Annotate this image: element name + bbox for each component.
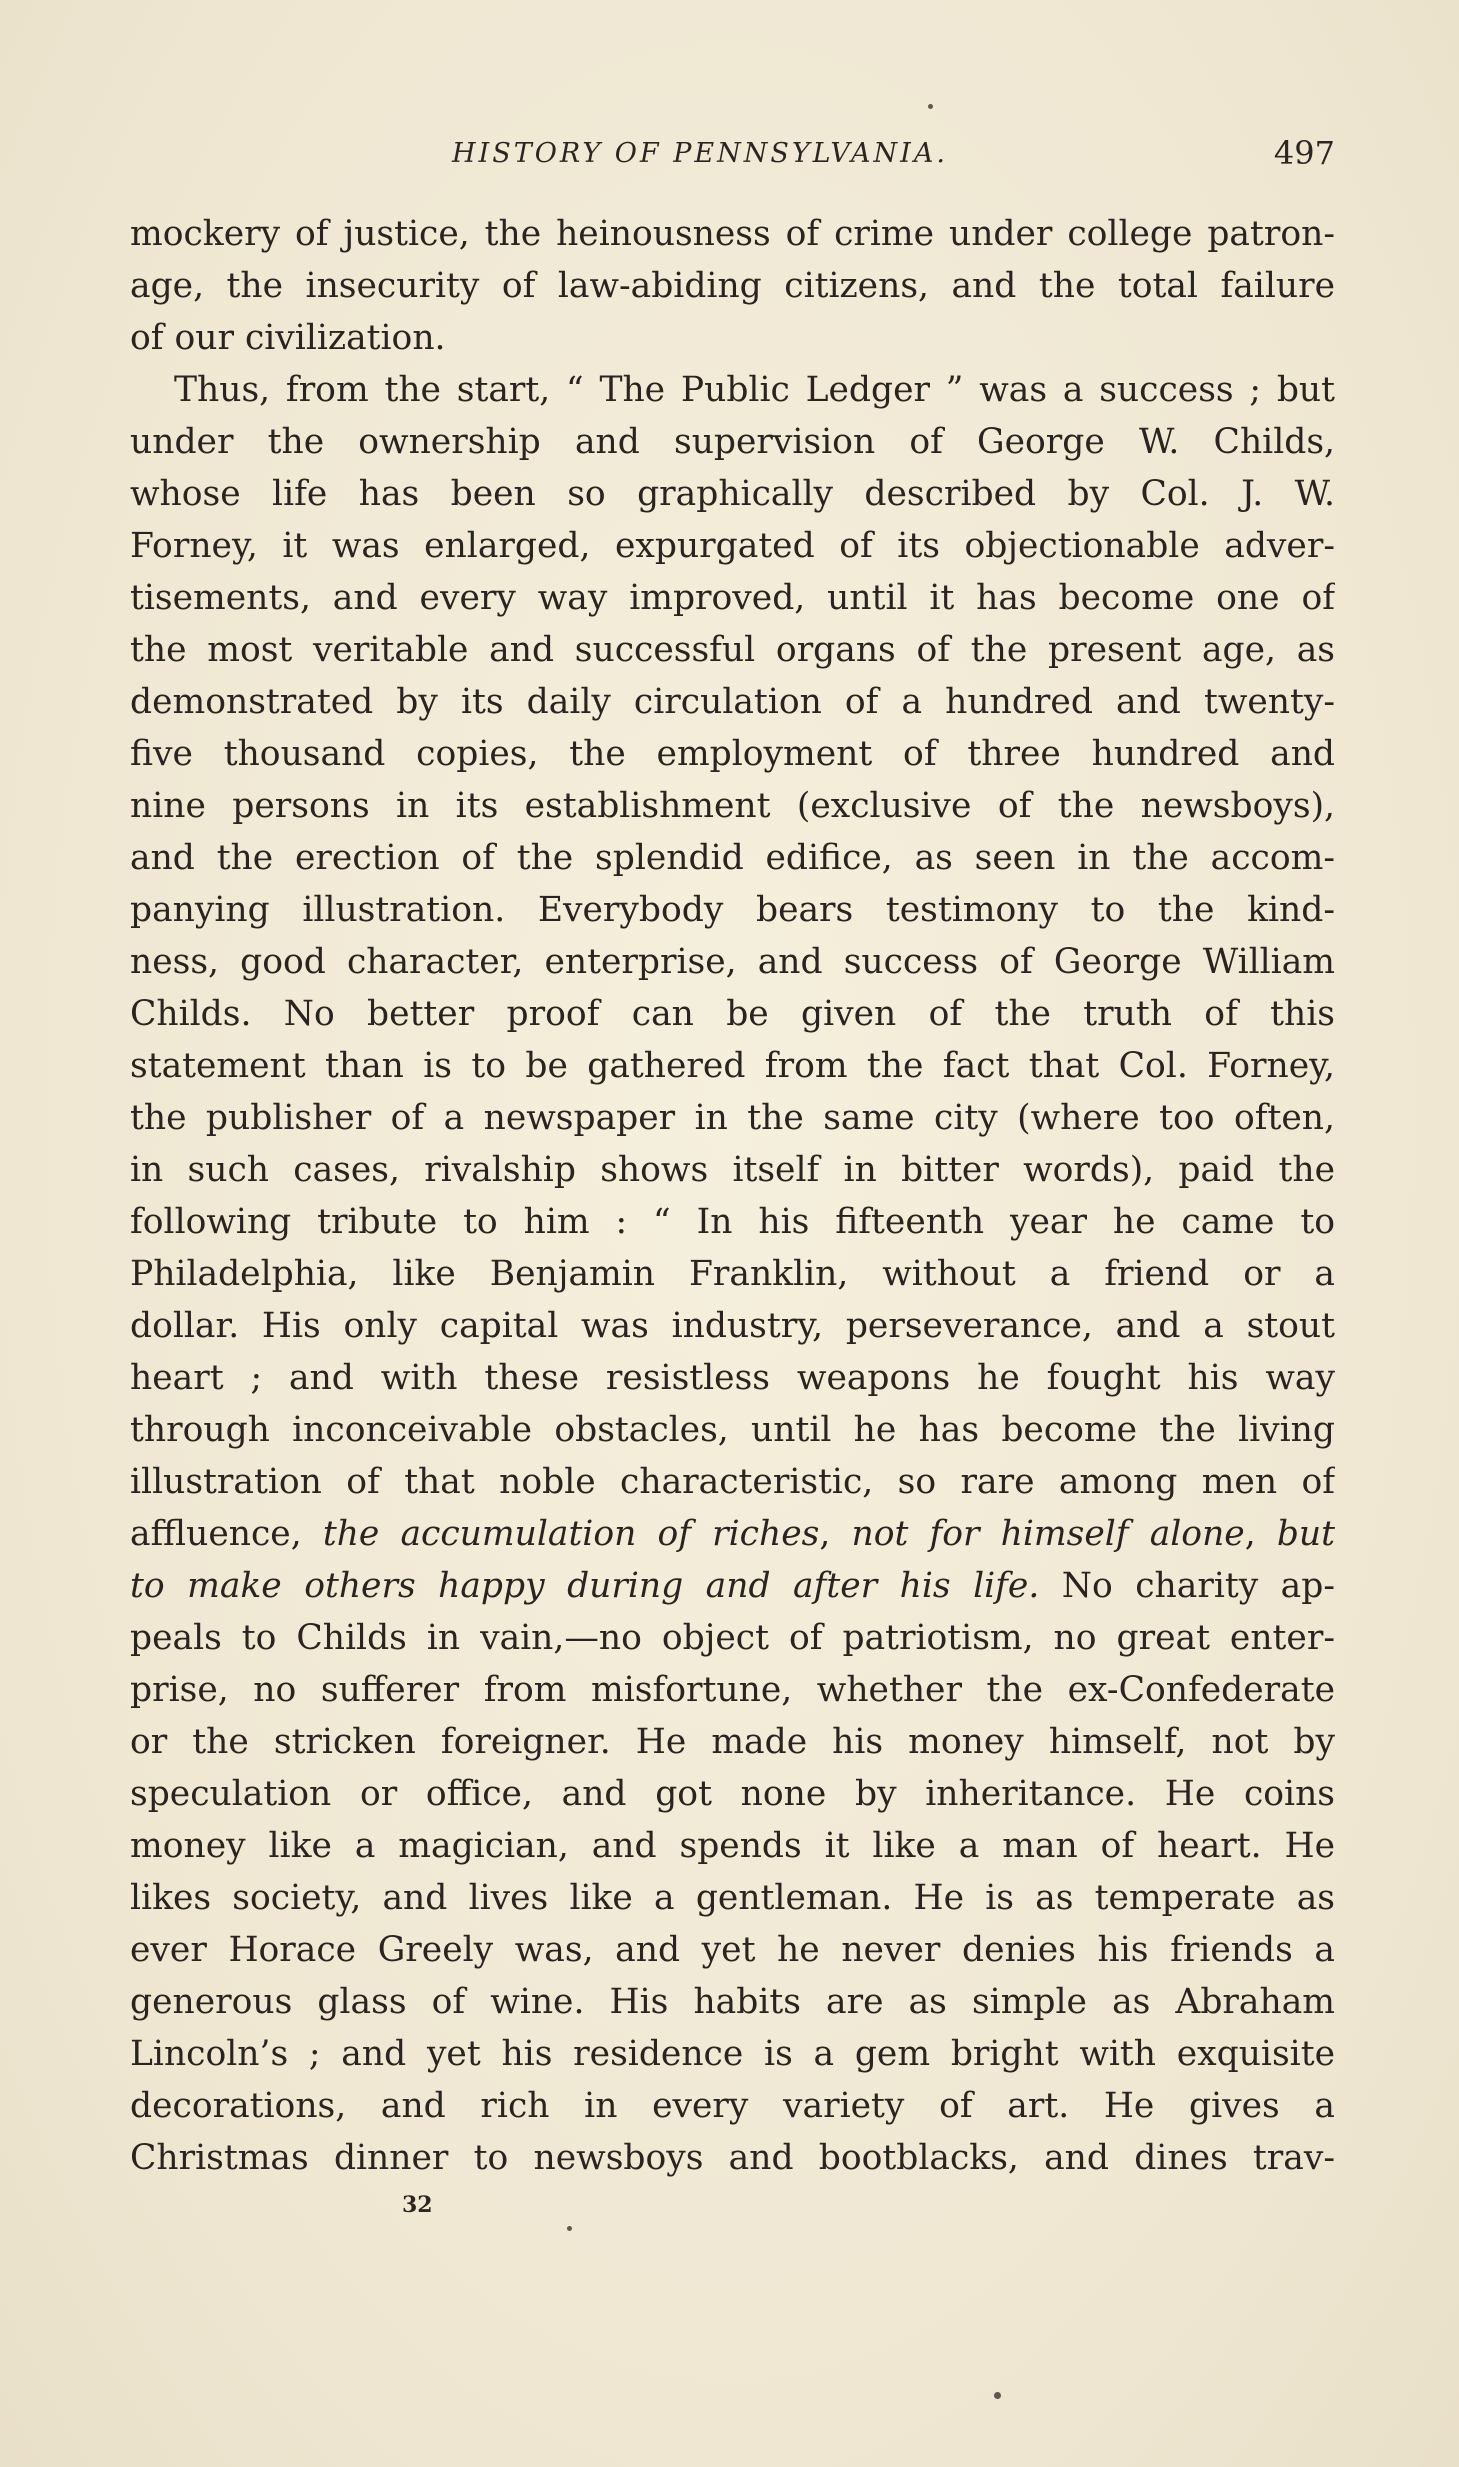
page-number: 497 xyxy=(1273,134,1335,172)
text-line: and the erection of the splendid edifice, as seen in the accom- xyxy=(130,838,1335,878)
text-line: prise, no sufferer from misfortune, whether the ex-Confederate xyxy=(130,1670,1335,1710)
text-line: the publisher of a newspaper in the same city (where too often, xyxy=(130,1098,1335,1138)
text-line: speculation or office, and got none by inheritance. He coins xyxy=(130,1774,1335,1814)
body-text xyxy=(130,208,1335,2184)
text-line: Lincoln’s ; and yet his residence is a gem bright with exquisite xyxy=(130,2034,1335,2074)
text-line: or the stricken foreigner. He made his money himself, not by xyxy=(130,1722,1335,1762)
text-line: through inconceivable obstacles, until he has become the living xyxy=(130,1410,1335,1450)
text-line: money like a magician, and spends it like a man of heart. He xyxy=(130,1826,1335,1866)
text-line: the most veritable and successful organs of the present age, as xyxy=(130,630,1335,670)
text-run: No charity ap- xyxy=(1039,1566,1335,1606)
text-run: , xyxy=(1244,1514,1277,1554)
text-line: in such cases, rivalship shows itself in bitter words), paid the xyxy=(130,1150,1335,1190)
italic-run: but xyxy=(1276,1514,1335,1554)
text-line: Thus, from the start, “ The Public Ledger ” was a success ; but xyxy=(174,370,1335,410)
text-line: panying illustration. Everybody bears testimony to the kind- xyxy=(130,890,1335,930)
text-line: of our civilization. xyxy=(130,318,446,358)
ink-speck xyxy=(567,2226,572,2231)
text-line-italic-mixed xyxy=(130,1560,1335,1612)
italic-run: to make others happy during and after his life. xyxy=(130,1566,1040,1606)
text-line: ness, good character, enterprise, and success of George William xyxy=(130,942,1335,982)
text-line: nine persons in its establishment (exclusive of the newsboys), xyxy=(130,786,1335,826)
text-line: Forney, it was enlarged, expurgated of its objectionable adver- xyxy=(130,526,1335,566)
text-line: ever Horace Greely was, and yet he never denies his friends a xyxy=(130,1930,1335,1970)
text-run: , xyxy=(819,1514,852,1554)
text-line: heart ; and with these resistless weapons he fought his way xyxy=(130,1358,1335,1398)
signature-mark: 32 xyxy=(402,2192,433,2218)
text-line: decorations, and rich in every variety of art. He gives a xyxy=(130,2086,1335,2126)
text-line: mockery of justice, the heinousness of crime under college patron- xyxy=(130,214,1335,254)
text-line: demonstrated by its daily circulation of a hundred and twenty- xyxy=(130,682,1335,722)
running-header xyxy=(130,134,1335,180)
text-line: peals to Childs in vain,—no object of patriotism, no great enter- xyxy=(130,1618,1335,1658)
italic-run: not for himself alone xyxy=(851,1514,1245,1554)
text-line: statement than is to be gathered from the fact that Col. Forney, xyxy=(130,1046,1335,1086)
text-line: Childs. No better proof can be given of the truth of this xyxy=(130,994,1335,1034)
text-run: affluence, xyxy=(130,1514,323,1554)
text-line: following tribute to him : “ In his fifteenth year he came to xyxy=(130,1202,1335,1242)
text-line: whose life has been so graphically described by Col. J. W. xyxy=(130,474,1335,514)
text-line: five thousand copies, the employment of three hundred and xyxy=(130,734,1335,774)
text-line: illustration of that noble characteristic, so rare among men of xyxy=(130,1462,1335,1502)
text-line: Christmas dinner to newsboys and bootblacks, and dines trav- xyxy=(130,2138,1335,2178)
text-line: dollar. His only capital was industry, perseverance, and a stout xyxy=(130,1306,1335,1346)
text-line: tisements, and every way improved, until it has become one of xyxy=(130,578,1335,618)
text-line: age, the insecurity of law-abiding citizens, and the total failure xyxy=(130,266,1335,306)
text-line: generous glass of wine. His habits are as simple as Abraham xyxy=(130,1982,1335,2022)
ink-speck xyxy=(928,104,933,109)
text-line: Philadelphia, like Benjamin Franklin, without a friend or a xyxy=(130,1254,1335,1294)
italic-run: the accumulation of riches xyxy=(322,1514,820,1554)
running-title: HISTORY OF PENNSYLVANIA. xyxy=(452,138,948,169)
text-line: likes society, and lives like a gentleman. He is as temperate as xyxy=(130,1878,1335,1918)
text-line-italic-mixed xyxy=(130,1508,1335,1560)
ink-speck xyxy=(994,2392,1001,2399)
text-line: under the ownership and supervision of George W. Childs, xyxy=(130,422,1335,462)
